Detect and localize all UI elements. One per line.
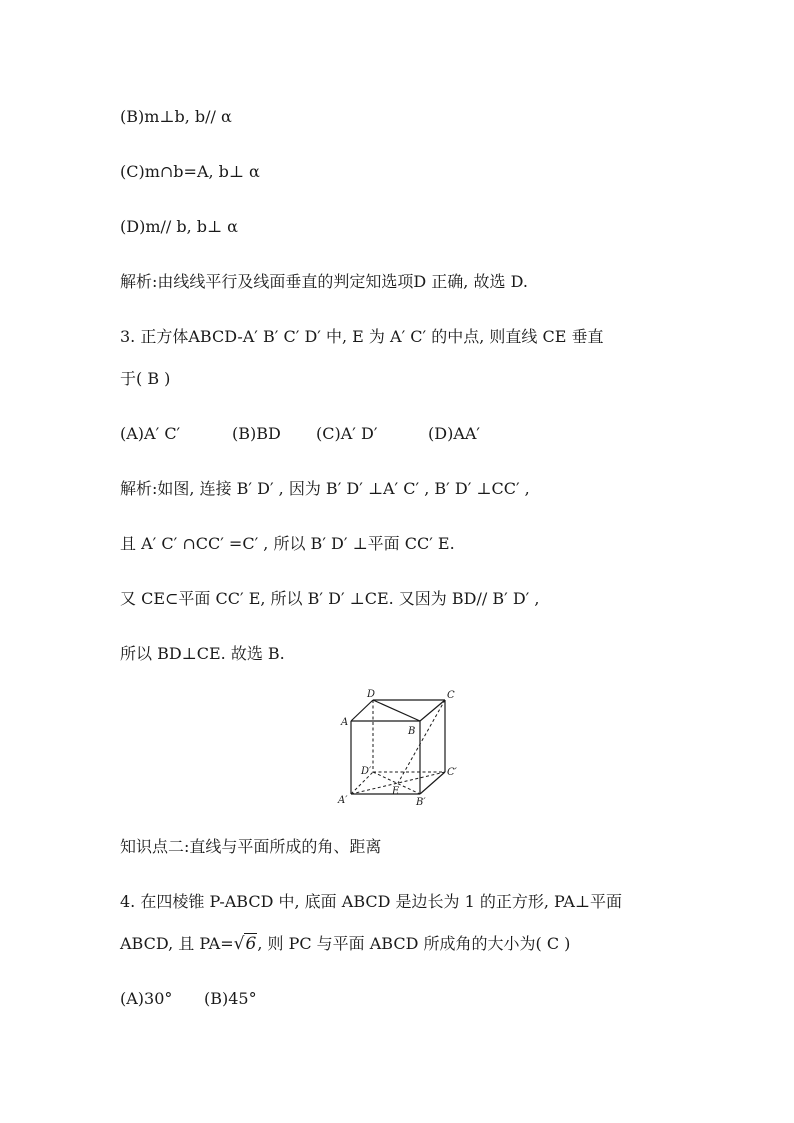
- label-d1: D′: [361, 766, 372, 777]
- q4-option-a: (A)30°: [120, 989, 173, 1008]
- option-q2-c: (C)m∩b=A, b⊥ α: [120, 162, 260, 181]
- label-a: A: [341, 717, 349, 728]
- analysis-q2: 解析:由线线平行及线面垂直的判定知选项D 正确, 故选 D.: [120, 272, 528, 291]
- option-q2-d: (D)m// b, b⊥ α: [120, 217, 238, 236]
- q3-option-d: (D)AA′: [428, 424, 481, 443]
- q3-analysis-line2: 且 A′ C′ ∩CC′ =C′ , 所以 B′ D′ ⊥平面 CC′ E.: [120, 534, 455, 553]
- q4-line2: [120, 933, 570, 955]
- label-c1: C′: [447, 767, 457, 778]
- q3-option-a: (A)A′ C′: [120, 424, 181, 443]
- q3-stem-line2: 于( B ): [120, 369, 171, 388]
- q3-option-c: (C)A′ D′: [316, 424, 378, 443]
- q3-analysis-line1: 解析:如图, 连接 B′ D′ , 因为 B′ D′ ⊥A′ C′ , B′ D′ ⊥CC′ ,: [120, 479, 530, 498]
- label-a1: A′: [338, 795, 348, 806]
- q3-option-b: (B)BD: [232, 424, 281, 443]
- segment-ce-hidden: [398, 700, 445, 783]
- q4-option-b: (B)45°: [204, 989, 257, 1008]
- q4-line2-post: , 则 PC 与平面 ABCD 所成角的大小为( C ): [257, 934, 571, 953]
- sqrt-expression: [234, 933, 258, 955]
- label-d: D: [367, 689, 376, 700]
- q3-analysis-line4: 所以 BD⊥CE. 故选 B.: [120, 644, 285, 663]
- q4-options: [120, 988, 257, 1010]
- q4-line2-pre: ABCD, 且 PA=: [120, 934, 234, 953]
- sqrt-argument: 6: [245, 934, 257, 954]
- label-c: C: [447, 690, 455, 701]
- edge-ad: [351, 700, 373, 721]
- option-q2-b: (B)m⊥b, b// α: [120, 107, 232, 126]
- sqrt-symbol: √: [233, 934, 245, 954]
- edge-db: [373, 700, 420, 721]
- q3-options: [120, 423, 480, 445]
- section2-title: 知识点二:直线与平面所成的角、距离: [120, 837, 382, 856]
- label-b: B: [408, 726, 416, 737]
- label-e: E: [392, 786, 400, 797]
- q3-stem-line1: 3. 正方体ABCD-A′ B′ C′ D′ 中, E 为 A′ C′ 的中点, 则直线 CE 垂直: [120, 327, 604, 346]
- cube-figure: [334, 688, 464, 812]
- label-b1: B′: [416, 797, 426, 808]
- q3-analysis-line3: 又 CE⊂平面 CC′ E, 所以 B′ D′ ⊥CE. 又因为 BD// B′ D′ ,: [120, 589, 540, 608]
- edge-bc: [420, 700, 445, 721]
- q4-line1: 4. 在四棱锥 P-ABCD 中, 底面 ABCD 是边长为 1 的正方形, PA⊥平面: [120, 892, 622, 911]
